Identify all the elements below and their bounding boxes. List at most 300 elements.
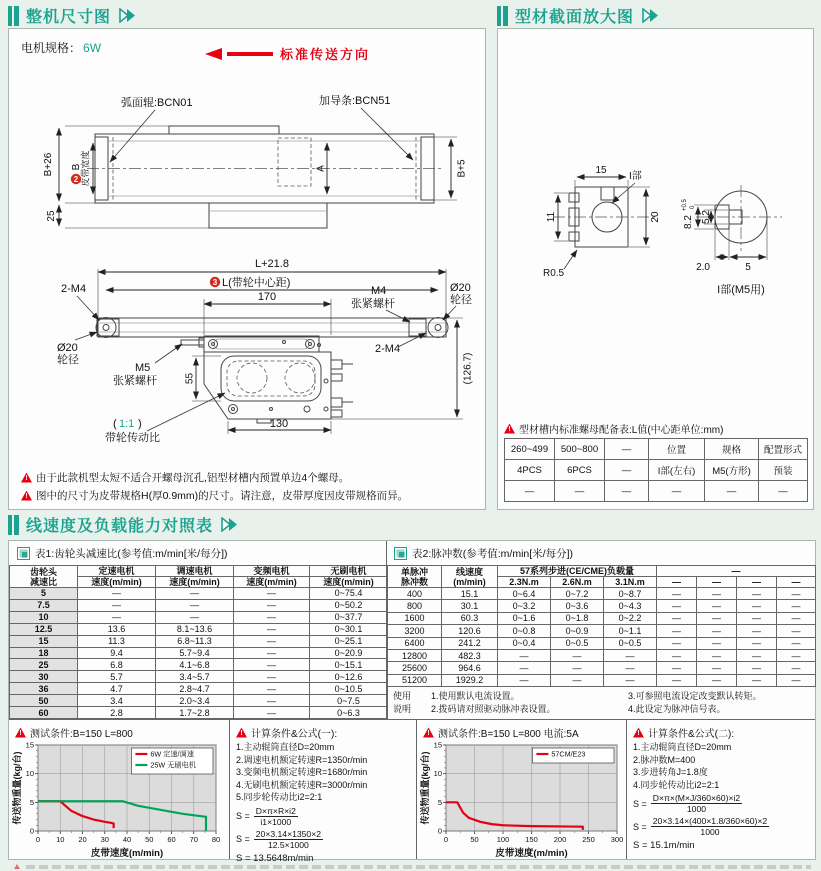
table-icon — [394, 547, 407, 560]
formula2-fraction-2 — [633, 816, 815, 837]
formula-line: 2.调速电机额定转速R=1350r/min — [236, 754, 368, 765]
dim-b: B — [71, 163, 82, 171]
table-cell: 0~0.9 — [551, 625, 604, 637]
formula-line: 1.主动辊筒直径D=20mm — [633, 742, 732, 752]
table-cell: 241.2 — [442, 637, 498, 649]
table2-caption-text: 表2:脉冲数(参考值:m/min[米/每分]) — [412, 547, 574, 560]
table-cell: 0~12.6 — [310, 671, 388, 683]
table-cell: 3.4 — [78, 695, 156, 707]
table-row — [505, 439, 808, 460]
table-cell: — — [649, 481, 705, 502]
dim-a: A — [315, 165, 327, 172]
usage-items-left — [429, 687, 626, 719]
table-row — [10, 588, 388, 600]
table1-group-header: 无刷电机 — [310, 566, 388, 577]
table-cell: — — [777, 674, 816, 686]
table-cell: — — [498, 662, 551, 674]
dim-r05: R0.5 — [543, 268, 565, 279]
formula-line: 3.步进转角J=1.8度 — [633, 767, 708, 777]
table-icon — [17, 547, 30, 560]
formula2-title-text: 计算条件&公式(二): — [648, 729, 735, 740]
note-2 — [21, 488, 408, 503]
table-cell: — — [737, 674, 777, 686]
warning-icon — [21, 491, 32, 501]
table-cell: 11.3 — [78, 635, 156, 647]
formula1-fraction-1 — [236, 806, 416, 827]
table-cell: 60.3 — [442, 612, 498, 624]
svg-text:150: 150 — [525, 835, 538, 844]
formula-line: 3.变频电机额定转速R=1680r/min — [236, 767, 368, 777]
usage-item: 4.此设定为脉冲信号表。 — [628, 704, 726, 714]
table-cell: 0~1.6 — [498, 612, 551, 624]
fraction-numerator: 20×3.14×1350×2 — [255, 828, 322, 839]
svg-text:300: 300 — [610, 835, 624, 844]
usage-item: 2.拨码请对照驱动脉冲表设置。 — [431, 704, 556, 714]
pulse-table — [387, 565, 816, 687]
dim-25: 25 — [46, 210, 57, 222]
formula2-title — [627, 720, 815, 741]
formula2-fraction-1 — [633, 793, 815, 814]
table2-torque-header: 3.1N.m — [604, 577, 657, 588]
svg-text:0: 0 — [29, 826, 34, 836]
s-prefix: S = — [633, 821, 647, 832]
table1-sub-header: 速度(m/min) — [156, 577, 234, 588]
table-cell: 0~15.1 — [310, 659, 388, 671]
formula-box-2 — [626, 720, 815, 859]
extrusion-section-figure — [553, 187, 658, 247]
table-cell: 0~20.9 — [310, 647, 388, 659]
table-cell: — — [777, 662, 816, 674]
table-cell: 0~0.5 — [551, 637, 604, 649]
s-prefix: S = — [236, 811, 250, 821]
svg-text:15: 15 — [433, 740, 442, 750]
section3-header — [8, 513, 239, 536]
title-bars-icon — [8, 515, 19, 535]
table1-sub-header: 速度(m/min) — [310, 577, 388, 588]
side-view-dimensions — [57, 258, 474, 444]
table-cell: — — [234, 659, 310, 671]
table-cell: 位置 — [649, 439, 705, 460]
circled-2: 2 — [73, 175, 79, 184]
table-cell: — — [505, 481, 555, 502]
table-cell: — — [657, 625, 697, 637]
table1-corner-header — [10, 566, 78, 588]
table-cell: — — [551, 662, 604, 674]
header-line: 减速比 — [29, 576, 57, 587]
table-cell: — — [234, 623, 310, 635]
table-cell: 配置形式 — [759, 439, 808, 460]
profile-section-panel — [497, 28, 814, 510]
table-cell: — — [657, 637, 697, 649]
section1-title: 整机尺寸图 — [26, 9, 112, 26]
chart2-wrap — [420, 740, 625, 863]
table-row — [10, 695, 388, 707]
svg-text:80: 80 — [211, 835, 221, 844]
plan-view-dimensions — [43, 93, 468, 228]
motor-spec-label: 电机规格： — [21, 41, 82, 55]
table-row — [388, 649, 816, 661]
svg-text:60: 60 — [167, 835, 176, 844]
test-conditions-2-text: 测试条件:B=150 L=800 电流:5A — [438, 729, 579, 740]
table-cell: — — [604, 674, 657, 686]
table-cell: — — [78, 588, 156, 600]
ratio-paren-close: ) — [138, 418, 142, 430]
machine-drawing — [9, 29, 485, 467]
table-cell: 0~10.5 — [310, 683, 388, 695]
svg-text:50: 50 — [470, 835, 479, 844]
table-cell: 6.8~11.3 — [156, 635, 234, 647]
table2-pulse-header — [388, 566, 442, 588]
table-cell: 0~0.4 — [498, 637, 551, 649]
table-cell: — — [777, 612, 816, 624]
table1-sub-header: 速度(m/min) — [78, 577, 156, 588]
formula-line: 2.脉冲数M=400 — [633, 754, 696, 765]
table-row — [388, 637, 816, 649]
table-cell: 4.7 — [78, 683, 156, 695]
dim-l218: L+21.8 — [255, 258, 289, 270]
table-cell: — — [657, 649, 697, 661]
fraction-numerator: 20×3.14×(400×1.8/360×60)×2 — [652, 816, 768, 826]
svg-text:5: 5 — [29, 797, 34, 807]
header-line: 齿轮头 — [29, 566, 57, 577]
ratio-value: 1:1 — [119, 418, 135, 430]
warning-icon — [423, 728, 434, 738]
fraction-denominator: 1000 — [700, 827, 720, 837]
fraction-numerator: D×π×R×i2 — [255, 805, 296, 816]
formula-line: 4.同步轮传动比i2=2:1 — [633, 779, 720, 790]
nut-table-caption — [504, 421, 807, 436]
table-cell: 5.7 — [78, 671, 156, 683]
formula1-fraction-2 — [236, 829, 416, 850]
table-cell: 0~8.7 — [604, 588, 657, 600]
ratio-label: 带轮传动比 — [105, 432, 160, 444]
section3-title: 线速度及负载能力对照表 — [26, 518, 214, 535]
gear-ratio-table — [9, 565, 388, 719]
usage-label-line: 说明 — [393, 704, 412, 714]
table-cell: — — [737, 625, 777, 637]
table-cell: I部(左右) — [649, 460, 705, 481]
table-cell: — — [697, 649, 737, 661]
table-cell: 25 — [10, 659, 78, 671]
table-cell: — — [605, 460, 649, 481]
nut-table-caption-text: 型材槽内标准螺母配备表:L值(中心距单位:mm) — [519, 425, 724, 436]
table-captions-row — [9, 541, 815, 565]
table-cell: — — [78, 611, 156, 623]
dim-82-tol-dn: 0 — [690, 205, 696, 209]
motor-spec-value: 6W — [83, 41, 102, 55]
table-cell: — — [156, 599, 234, 611]
legend-label: 57CM/E23 — [551, 749, 586, 759]
table-cell: 1929.2 — [442, 674, 498, 686]
speed-load-chart-2 — [420, 740, 625, 858]
table-row — [505, 481, 808, 502]
x-axis-label: 皮带速度(m/min) — [90, 848, 164, 858]
dim-b5: B+5 — [456, 159, 468, 178]
detail-i-dimensions — [682, 198, 767, 296]
cutoff-next-section — [26, 865, 811, 869]
note-1-text: 由于此款机型太短不适合开螺母沉孔,铝型材槽内预置单边4个螺母。 — [36, 472, 350, 484]
table-cell: 36 — [10, 683, 78, 695]
dim-130: 130 — [269, 418, 289, 430]
table-cell: 7.5 — [10, 599, 78, 611]
table-cell: — — [234, 599, 310, 611]
table-cell: 5.7~9.4 — [156, 647, 234, 659]
table2-dash-header: — — [737, 577, 777, 588]
table-cell: 1600 — [388, 612, 442, 624]
table-cell: 12800 — [388, 649, 442, 661]
table-cell: 0~7.5 — [310, 695, 388, 707]
label-m4-right: M4 — [371, 285, 387, 297]
table-cell: 4.1~6.8 — [156, 659, 234, 671]
formula-line: 5.同步轮传动比i2=2:1 — [236, 792, 323, 802]
dim-126-7: (126.7) — [462, 352, 474, 385]
table-cell: 1.7~2.8 — [156, 707, 234, 719]
table-cell: — — [551, 649, 604, 661]
svg-text:5: 5 — [437, 797, 442, 807]
test-and-formula-row — [9, 719, 815, 864]
formula1-title — [230, 720, 416, 741]
table-cell: 0~4.3 — [604, 600, 657, 612]
cutoff-warning-icon — [14, 864, 20, 869]
table2-speed-header — [442, 566, 498, 588]
table1-caption-text: 表1:齿轮头减速比(参考值:m/min[米/每分]) — [35, 547, 228, 560]
formula1-result: S = 13.5648m/min — [236, 852, 314, 864]
table-cell: — — [657, 674, 697, 686]
table-cell: 0~1.8 — [551, 612, 604, 624]
table-cell: — — [605, 481, 649, 502]
title-arrow-icon — [220, 517, 239, 532]
table-cell: 964.6 — [442, 662, 498, 674]
svg-text:40: 40 — [122, 835, 132, 844]
profile-drawing — [498, 29, 813, 415]
test-conditions-1-text: 测试条件:B=150 L=800 — [30, 729, 133, 740]
legend-label: 6W 定速/调速 — [150, 749, 194, 759]
plan-view-drawing — [87, 126, 442, 228]
table-cell: 0~25.1 — [310, 635, 388, 647]
table-cell: — — [697, 600, 737, 612]
table-cell: — — [234, 635, 310, 647]
warning-icon — [633, 728, 644, 738]
title-bars-icon — [8, 6, 19, 26]
warning-icon — [504, 424, 515, 434]
formula1-lines — [230, 741, 416, 804]
table-cell: 500~800 — [555, 439, 605, 460]
table2-dash-header: — — [697, 577, 737, 588]
table-cell: — — [737, 637, 777, 649]
usage-label — [387, 687, 429, 719]
svg-text:0: 0 — [35, 835, 41, 844]
table-cell: 12.5 — [10, 623, 78, 635]
section1-header — [8, 4, 137, 27]
fraction-denominator: 1000 — [686, 804, 707, 814]
x-axis-label: 皮带速度(m/min) — [495, 848, 568, 858]
table-cell: — — [234, 695, 310, 707]
table2-caption — [386, 541, 815, 565]
table2-dash-header: — — [657, 577, 697, 588]
table-cell: — — [777, 637, 816, 649]
table-cell: — — [657, 612, 697, 624]
table-cell: — — [737, 612, 777, 624]
table-cell: — — [234, 671, 310, 683]
table-cell: — — [234, 588, 310, 600]
y-axis-label: 传送物重量(kg/台) — [420, 751, 430, 825]
table-cell: 482.3 — [442, 649, 498, 661]
table-cell: 51200 — [388, 674, 442, 686]
table-cell: 0~3.6 — [551, 600, 604, 612]
table-row — [10, 671, 388, 683]
formula2-result: S = 15.1m/min — [633, 840, 695, 851]
table-cell: — — [737, 662, 777, 674]
table-cell: — — [777, 625, 816, 637]
table-row — [388, 588, 816, 600]
header-line: 单脉冲 — [400, 566, 428, 577]
table-cell: — — [234, 683, 310, 695]
table-cell: — — [759, 481, 808, 502]
table-cell: — — [697, 588, 737, 600]
table1-caption — [9, 541, 386, 565]
header-line: (m/min) — [453, 576, 486, 587]
table-row — [10, 611, 388, 623]
table-row — [505, 460, 808, 481]
table-cell: — — [777, 588, 816, 600]
table-cell: 18 — [10, 647, 78, 659]
table-cell: — — [498, 674, 551, 686]
dim-52: 5.2 — [701, 210, 712, 224]
table-row — [10, 659, 388, 671]
table-cell: — — [737, 600, 777, 612]
speed-load-panel — [8, 540, 816, 864]
table1-header-row1 — [10, 566, 388, 577]
table-cell: 预装 — [759, 460, 808, 481]
table-cell: — — [555, 481, 605, 502]
table-row — [388, 674, 816, 686]
table-cell: 9.4 — [78, 647, 156, 659]
svg-text:10: 10 — [25, 769, 34, 779]
table-cell: 6400 — [388, 637, 442, 649]
label-2m4-right: 2-M4 — [375, 343, 401, 355]
dim-l-label: L(带轮中心距) — [222, 277, 291, 289]
belt-width-label: 皮带宽度 — [80, 150, 91, 187]
table-cell: — — [777, 649, 816, 661]
usage-item: 3.可参照电流设定改变默认转矩。 — [628, 691, 762, 701]
detail-caption: I部(M5用) — [717, 284, 765, 296]
s-prefix: S = — [236, 834, 250, 844]
section2-header — [497, 4, 660, 27]
table-cell: — — [156, 588, 234, 600]
table-cell: 0~75.4 — [310, 588, 388, 600]
table-row — [10, 707, 388, 719]
extrusion-dimensions — [543, 165, 661, 279]
svg-text:0: 0 — [437, 826, 442, 836]
nut-config-table — [504, 438, 808, 502]
title-bars-icon — [497, 6, 508, 26]
table-cell: 0~37.7 — [310, 611, 388, 623]
circled-3: 3 — [212, 278, 218, 287]
nut-table-block — [504, 421, 807, 502]
table-cell: — — [604, 662, 657, 674]
table-row — [10, 635, 388, 647]
table-cell: — — [234, 647, 310, 659]
table-cell: — — [78, 599, 156, 611]
fraction-denominator: i1×1000 — [260, 816, 292, 827]
table-cell: 3200 — [388, 625, 442, 637]
table-cell: 0~50.2 — [310, 599, 388, 611]
dim-15: 15 — [595, 165, 607, 176]
usage-item: 1.使用默认电流设置。 — [431, 691, 520, 701]
formula-box-1 — [229, 720, 416, 864]
table-cell: 8.1~13.6 — [156, 623, 234, 635]
dim-5: 5 — [745, 262, 751, 273]
label-d20-left: Ø20 — [57, 342, 78, 354]
table-cell: M5(方形) — [705, 460, 759, 481]
table-cell: — — [604, 649, 657, 661]
table-cell: 0~1.1 — [604, 625, 657, 637]
warning-icon — [15, 728, 26, 738]
table-row — [388, 612, 816, 624]
svg-text:250: 250 — [582, 835, 595, 844]
table-cell: 0~0.8 — [498, 625, 551, 637]
svg-text:30: 30 — [100, 835, 109, 844]
dim-82: 8.2 — [683, 215, 694, 229]
table-cell: 25600 — [388, 662, 442, 674]
svg-text:70: 70 — [189, 835, 198, 844]
table-cell: 0~30.1 — [310, 623, 388, 635]
table-cell: — — [498, 649, 551, 661]
dim-b26: B+26 — [43, 152, 54, 177]
table1-group-header: 变频电机 — [234, 566, 310, 577]
chart1-wrap — [12, 740, 224, 863]
table2-torque-header: 2.6N.m — [551, 577, 604, 588]
warning-icon — [236, 728, 247, 738]
usage-items-right — [626, 687, 815, 719]
test-conditions-2 — [417, 720, 626, 740]
table-cell: 30 — [10, 671, 78, 683]
table-row — [10, 647, 388, 659]
table-cell: — — [737, 649, 777, 661]
formula1-title-text: 计算条件&公式(一): — [251, 729, 338, 740]
table1-group-header: 定速电机 — [78, 566, 156, 577]
table-cell: 0~2.2 — [604, 612, 657, 624]
table-cell: 13.6 — [78, 623, 156, 635]
table-cell: — — [156, 611, 234, 623]
svg-text:200: 200 — [553, 835, 567, 844]
table-cell: — — [605, 439, 649, 460]
section2-title: 型材截面放大图 — [515, 9, 635, 26]
label-m4-rod: 张紧螺杆 — [351, 298, 395, 310]
usage-label-line: 使用 — [393, 691, 412, 701]
svg-text:100: 100 — [496, 835, 510, 844]
fraction-denominator: 12.5×1000 — [267, 839, 309, 850]
table-cell: 50 — [10, 695, 78, 707]
note-1 — [21, 470, 349, 485]
svg-text:10: 10 — [433, 769, 442, 779]
table-cell: — — [551, 674, 604, 686]
table-row — [388, 600, 816, 612]
table-cell: — — [737, 588, 777, 600]
dim-170: 170 — [257, 291, 277, 303]
table-row — [388, 625, 816, 637]
table-cell: 0~6.3 — [310, 707, 388, 719]
svg-text:50: 50 — [145, 835, 154, 844]
label-m5-rod: 张紧螺杆 — [113, 375, 157, 387]
table2-torque-header: 2.3N.m — [498, 577, 551, 588]
table-row — [10, 683, 388, 695]
table-cell: — — [697, 612, 737, 624]
table-cell: 0~6.4 — [498, 588, 551, 600]
y-axis-label: 传送物重量(kg/台) — [12, 751, 22, 825]
header-line: 脉冲数 — [400, 576, 428, 587]
test-chart-box-1 — [9, 720, 229, 859]
